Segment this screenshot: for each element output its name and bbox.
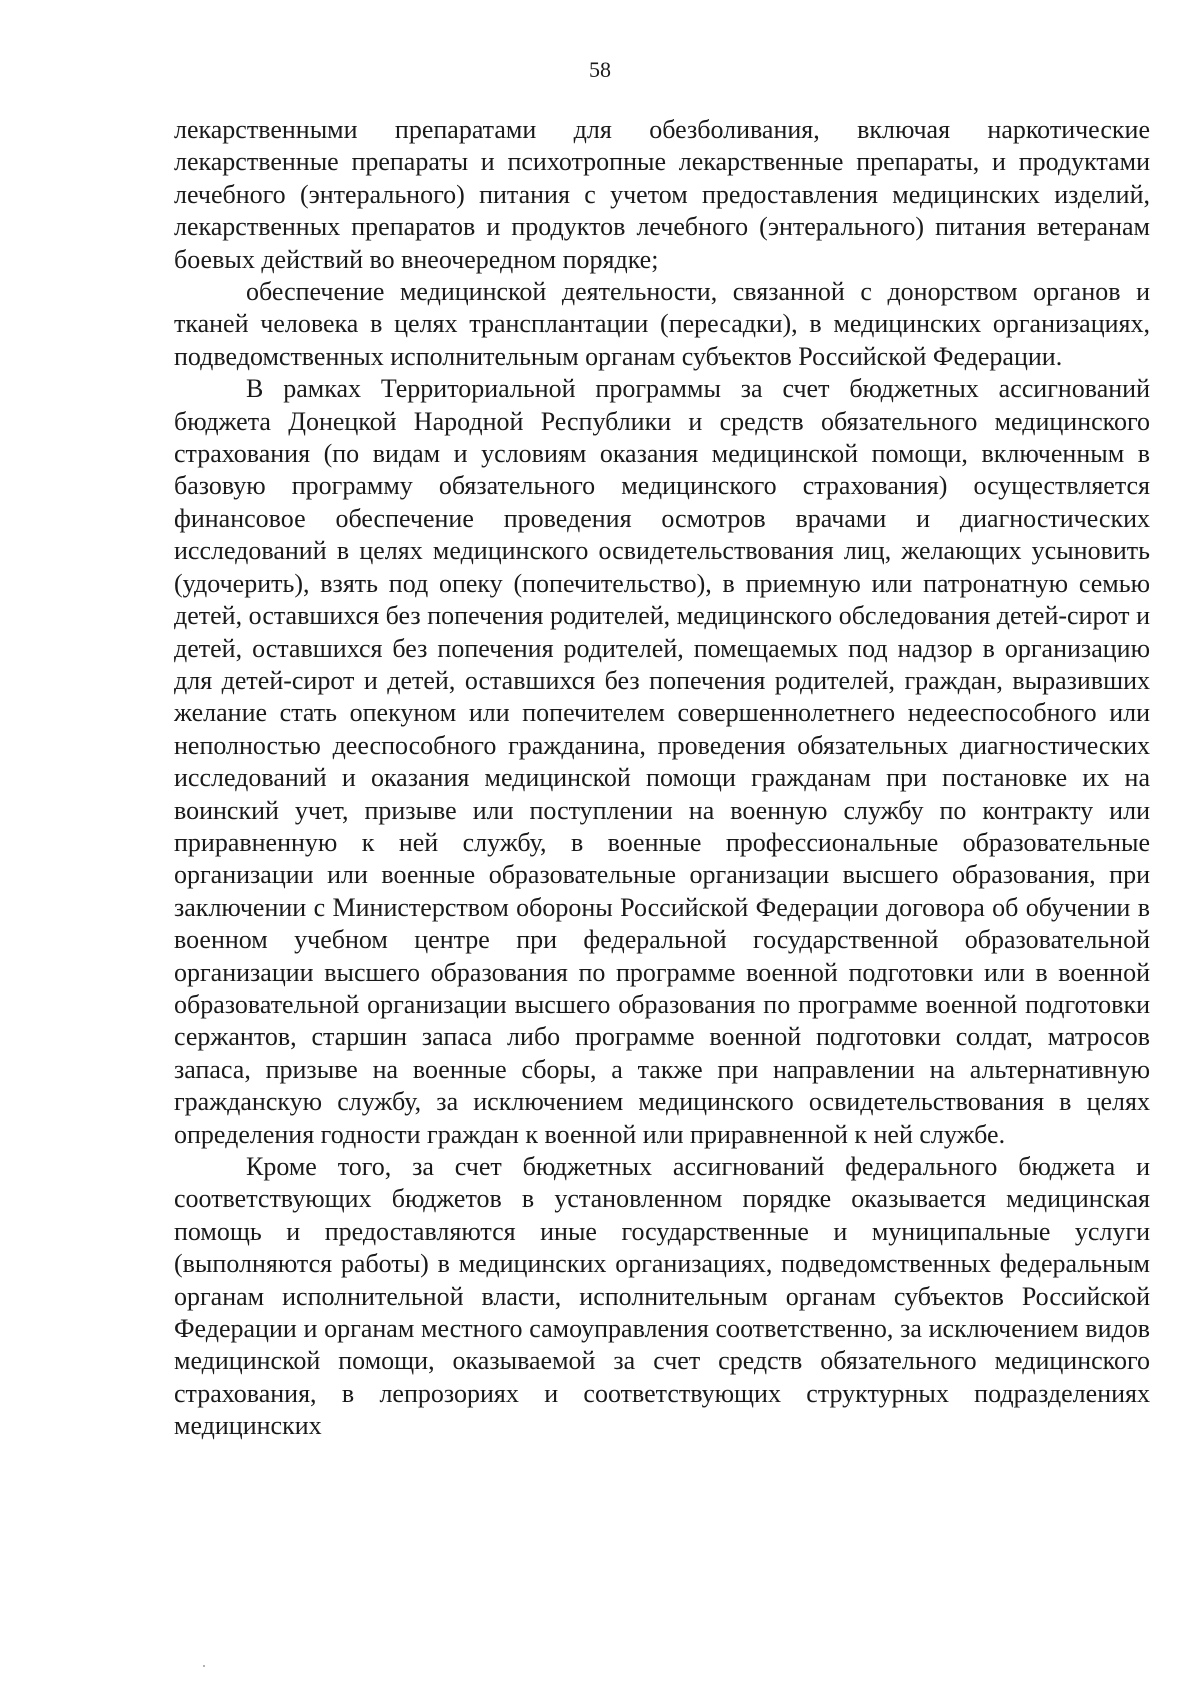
page-number: 58 [589,57,611,82]
scan-artifact-dot [203,1665,205,1667]
paragraph-donation: обеспечение медицинской деятельности, связанной с донорством органов и тканей человека в целях трансплантации (пересадки), в медицинских организациях, подведомственных исполнительным органам субъектов Российской Федерации. [174,277,1150,371]
paragraph-federal-budget: Кроме того, за счет бюджетных ассигнований федерального бюджета и соответствующих бюджетов в установленном порядке оказывается медицинская помощь и предоставляются иные государственные и муниципальные услуги (выполняются работы) в медицинских организациях, подведомственных федеральным органам исполнительной власти, исполнительным органам субъектов Российской Федерации и органам местного самоуправления соответственно, за исключением видов медицинской помощи, оказываемой за счет средств обязательного медицинского страхования, в лепрозориях и соответствующих структурных подразделениях медицинских [174,1152,1150,1441]
document-body [174,114,1150,1443]
paragraph-continued: лекарственными препаратами для обезболивания, включая наркотические лекарственные препараты и психотропные лекарственные препараты, и продуктами лечебного (энтерального) питания с учетом предоставления медицинских изделий, лекарственных препаратов и продуктов лечебного (энтерального) питания ветеранам боевых действий во внеочередном порядке; [174,115,1150,274]
paragraph-territorial-program: В рамках Территориальной программы за счет бюджетных ассигнований бюджета Донецкой Народной Республики и средств обязательного медицинского страхования (по видам и условиям оказания медицинской помощи, включенным в базовую программу обязательного медицинского страхования) осуществляется финансовое обеспечение проведения осмотров врачами и диагностических исследований в целях медицинского освидетельствования лиц, желающих усыновить (удочерить), взять под опеку (попечительство), в приемную или патронатную семью детей, оставшихся без попечения родителей, медицинского обследования детей-сирот и детей, оставшихся без попечения родителей, помещаемых под надзор в организацию для детей-сирот и детей, оставшихся без попечения родителей, граждан, выразивших желание стать опекуном или попечителем совершеннолетнего недееспособного или неполностью дееспособного гражданина, проведения обязательных диагностических исследований и оказания медицинской помощи гражданам при постановке их на воинский учет, призыве или поступлении на военную службу по контракту или приравненную к ней службу, в военные профессиональные образовательные организации или военные образовательные организации высшего образования, при заключении с Министерством обороны Российской Федерации договора об обучении в военном учебном центре при федеральной государственной образовательной организации высшего образования по программе военной подготовки или в военной образовательной организации высшего образования по программе военной подготовки сержантов, старшин запаса либо программе военной подготовки солдат, матросов запаса, призыве на военные сборы, а также при направлении на альтернативную гражданскую службу, за исключением медицинского освидетельствования в целях определения годности граждан к военной или приравненной к ней службе. [174,374,1150,1149]
